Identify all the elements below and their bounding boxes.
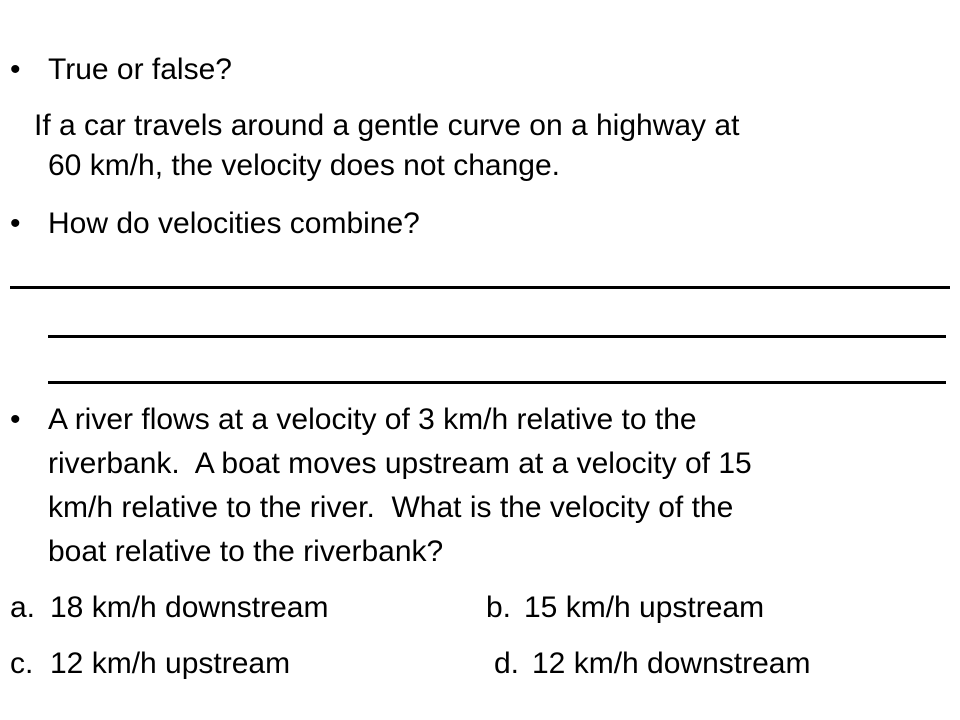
option-b-letter: b.	[486, 591, 512, 624]
option-c-letter: c.	[10, 647, 34, 680]
q3-line2: riverbank. A boat moves upstream at a velocity of 15	[48, 447, 752, 480]
option-a-letter: a.	[10, 591, 36, 624]
option-d-letter: d.	[494, 647, 520, 680]
q2-heading: How do velocities combine?	[48, 207, 420, 240]
q3-line3: km/h relative to the river. What is the velocity of the	[48, 491, 734, 524]
q3-line1: A river flows at a velocity of 3 km/h relative to the	[48, 403, 697, 436]
option-c-text[interactable]: 12 km/h upstream	[50, 647, 291, 680]
bullet-marker: •	[10, 403, 21, 436]
option-d-text[interactable]: 12 km/h downstream	[532, 647, 811, 680]
bullet-marker: •	[10, 207, 21, 240]
option-a-text[interactable]: 18 km/h downstream	[50, 591, 329, 624]
option-b-text[interactable]: 15 km/h upstream	[524, 591, 765, 624]
q1-heading: True or false?	[48, 53, 232, 86]
answer-blank-line[interactable]	[10, 286, 950, 289]
answer-blank-line[interactable]	[48, 381, 946, 384]
bullet-marker: •	[10, 53, 21, 86]
answer-blank-line[interactable]	[48, 335, 946, 338]
q1-statement-line2: 60 km/h, the velocity does not change.	[48, 149, 560, 182]
q3-line4: boat relative to the riverbank?	[48, 535, 444, 568]
q1-statement-line1: If a car travels around a gentle curve on a highway at	[34, 109, 740, 142]
